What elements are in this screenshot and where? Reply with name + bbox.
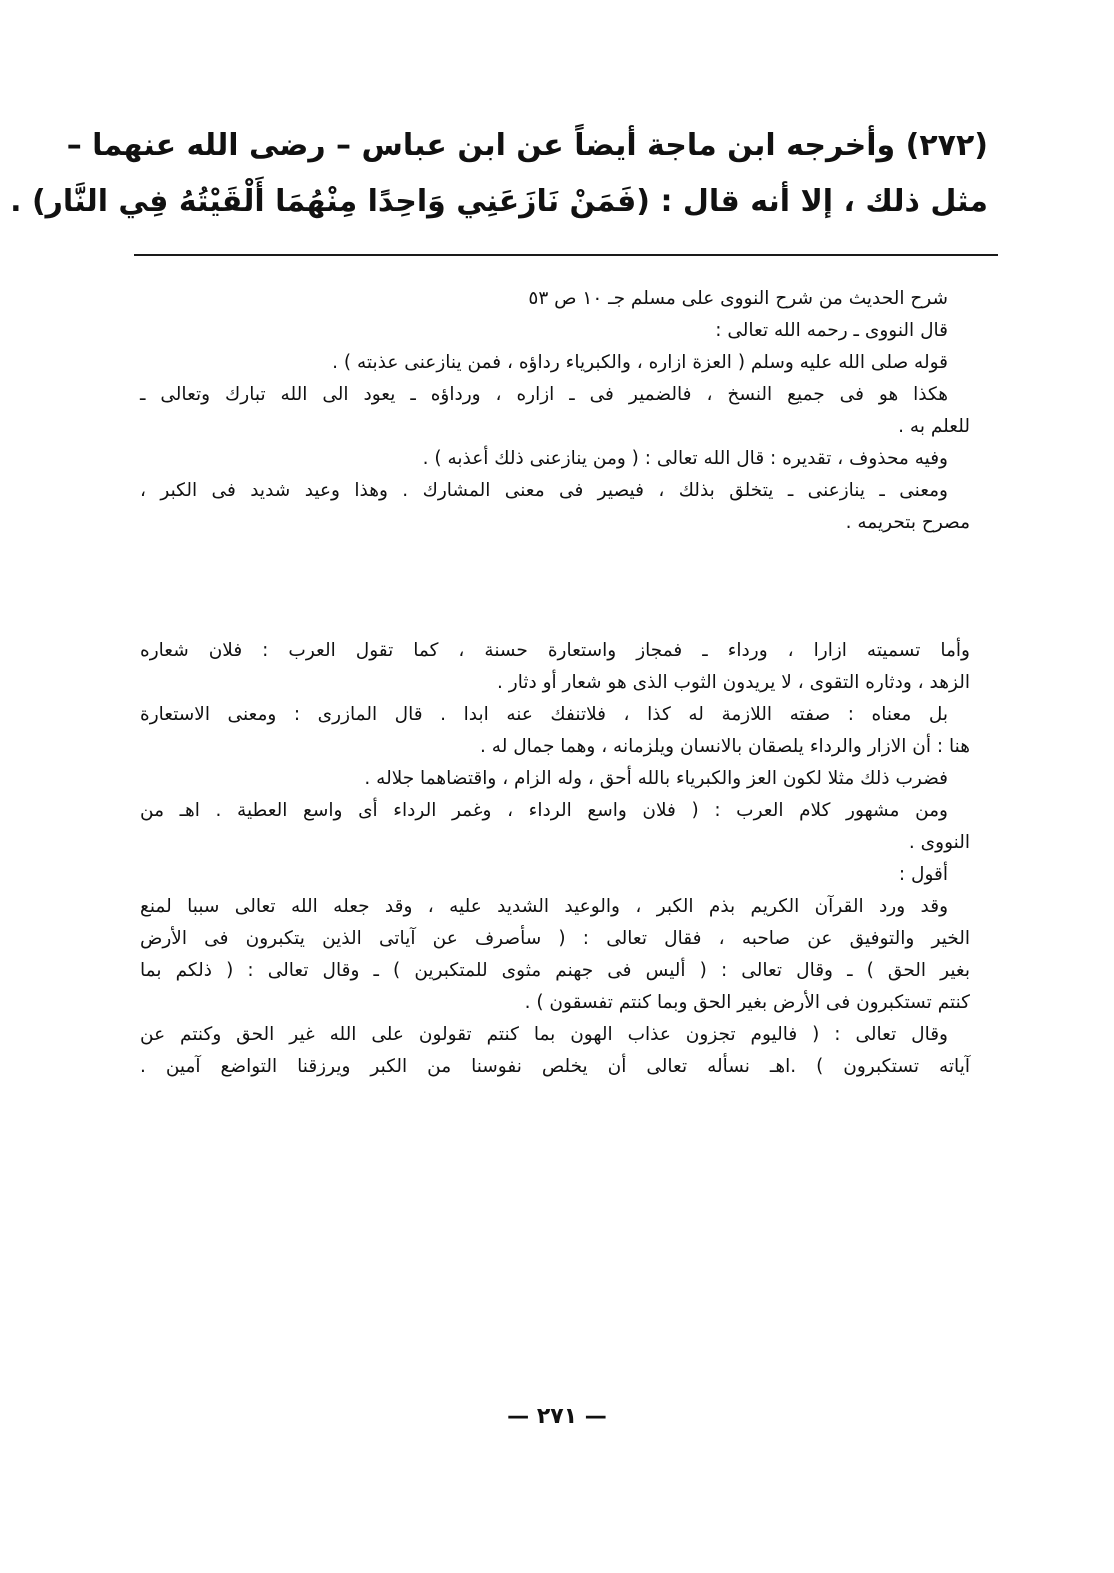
commentary-block-2 (140, 635, 970, 1083)
commentary-line: قوله صلى الله عليه وسلم ( العزة ازاره ، والكبرياء رداؤه ، فمن ينازعنى عذبته ) . (332, 352, 948, 373)
commentary-line: وأما تسميته ازارا ، ورداء ـ فمجاز واستعارة حسنة ، كما تقول العرب : فلان شعاره (140, 640, 970, 661)
commentary-block-1 (140, 283, 970, 539)
commentary-line: وقد ورد القرآن الكريم بذم الكبر ، والوعيد الشديد عليه ، وقد جعله الله تعالى سببا لمنع (140, 896, 948, 917)
commentary-line: مصرح بتحريمه . (845, 512, 970, 533)
hadith-text (10, 118, 988, 230)
commentary-line: النووى . (908, 832, 970, 853)
commentary-line: بغير الحق ) ـ وقال تعالى : ( أليس فى جهنم مثوى للمتكبرين ) ـ وقال تعالى : ( ذلكم بما (140, 960, 970, 981)
commentary-line: آياته تستكبرون ) .اهـ نسأله تعالى أن يخلص نفوسنا من الكبر ويرزقنا التواضع آمين . (140, 1056, 970, 1077)
commentary-line: قال النووى ـ رحمه الله تعالى : (715, 320, 948, 341)
commentary-line: هكذا هو فى جميع النسخ ، فالضمير فى ـ ازاره ، ورداؤه ـ يعود الى الله تبارك وتعالى ـ (140, 384, 948, 405)
commentary-line: وقال تعالى : ( فاليوم تجزون عذاب الهون بما كنتم تقولون على الله غير الحق وكنتم عن (140, 1024, 948, 1045)
section-divider (134, 254, 998, 256)
page-number: — ٢٧١ — (507, 1404, 607, 1429)
commentary-line: ومن مشهور كلام العرب : ( فلان واسع الرداء ، وغمر الرداء أى واسع العطية . اهـ من (140, 800, 948, 821)
commentary-line: الزهد ، ودثاره التقوى ، لا يريدون الثوب الذى هو شعار أو دثار . (497, 672, 970, 693)
commentary-line: للعلم به . (898, 416, 970, 437)
commentary-line: كنتم تستكبرون فى الأرض بغير الحق وبما كنتم تفسقون ) . (524, 992, 970, 1013)
commentary-line: هنا : أن الازار والرداء يلصقان بالانسان ويلزمانه ، وهما جمال له . (480, 736, 970, 757)
commentary-line: أقول : (898, 864, 948, 885)
commentary-line: الخير والتوفيق عن صاحبه ، فقال تعالى : ( سأصرف عن آياتى الذين يتكبرون فى الأرض (140, 928, 970, 949)
commentary-line: ومعنى ـ ينازعنى ـ يتخلق بذلك ، فيصير فى معنى المشارك . وهذا وعيد شديد فى الكبر ، (140, 480, 948, 501)
commentary-line: وفيه محذوف ، تقديره : قال الله تعالى : ( ومن ينازعنى ذلك أعذبه ) . (422, 448, 948, 469)
commentary-line: فضرب ذلك مثلا لكون العز والكبرياء بالله أحق ، وله الزام ، واقتضاهما جلاله . (364, 768, 948, 789)
hadith-line: (٢٧٢) وأخرجه ابن ماجة أيضاً عن ابن عباس – رضى الله عنهما – (66, 128, 988, 163)
hadith-line: مثل ذلك ، إلا أنه قال : (فَمَنْ نَازَعَنِي وَاحِدًا مِنْهُمَا أَلْقَيْتُهُ فِي النَّار) . (10, 184, 988, 219)
commentary-line: شرح الحديث من شرح النووى على مسلم جـ ١٠ ص ٥٣ (528, 288, 948, 309)
commentary-line: بل معناه : صفته اللازمة له كذا ، فلاتنفك عنه ابدا . قال المازرى : ومعنى الاستعارة (140, 704, 948, 725)
